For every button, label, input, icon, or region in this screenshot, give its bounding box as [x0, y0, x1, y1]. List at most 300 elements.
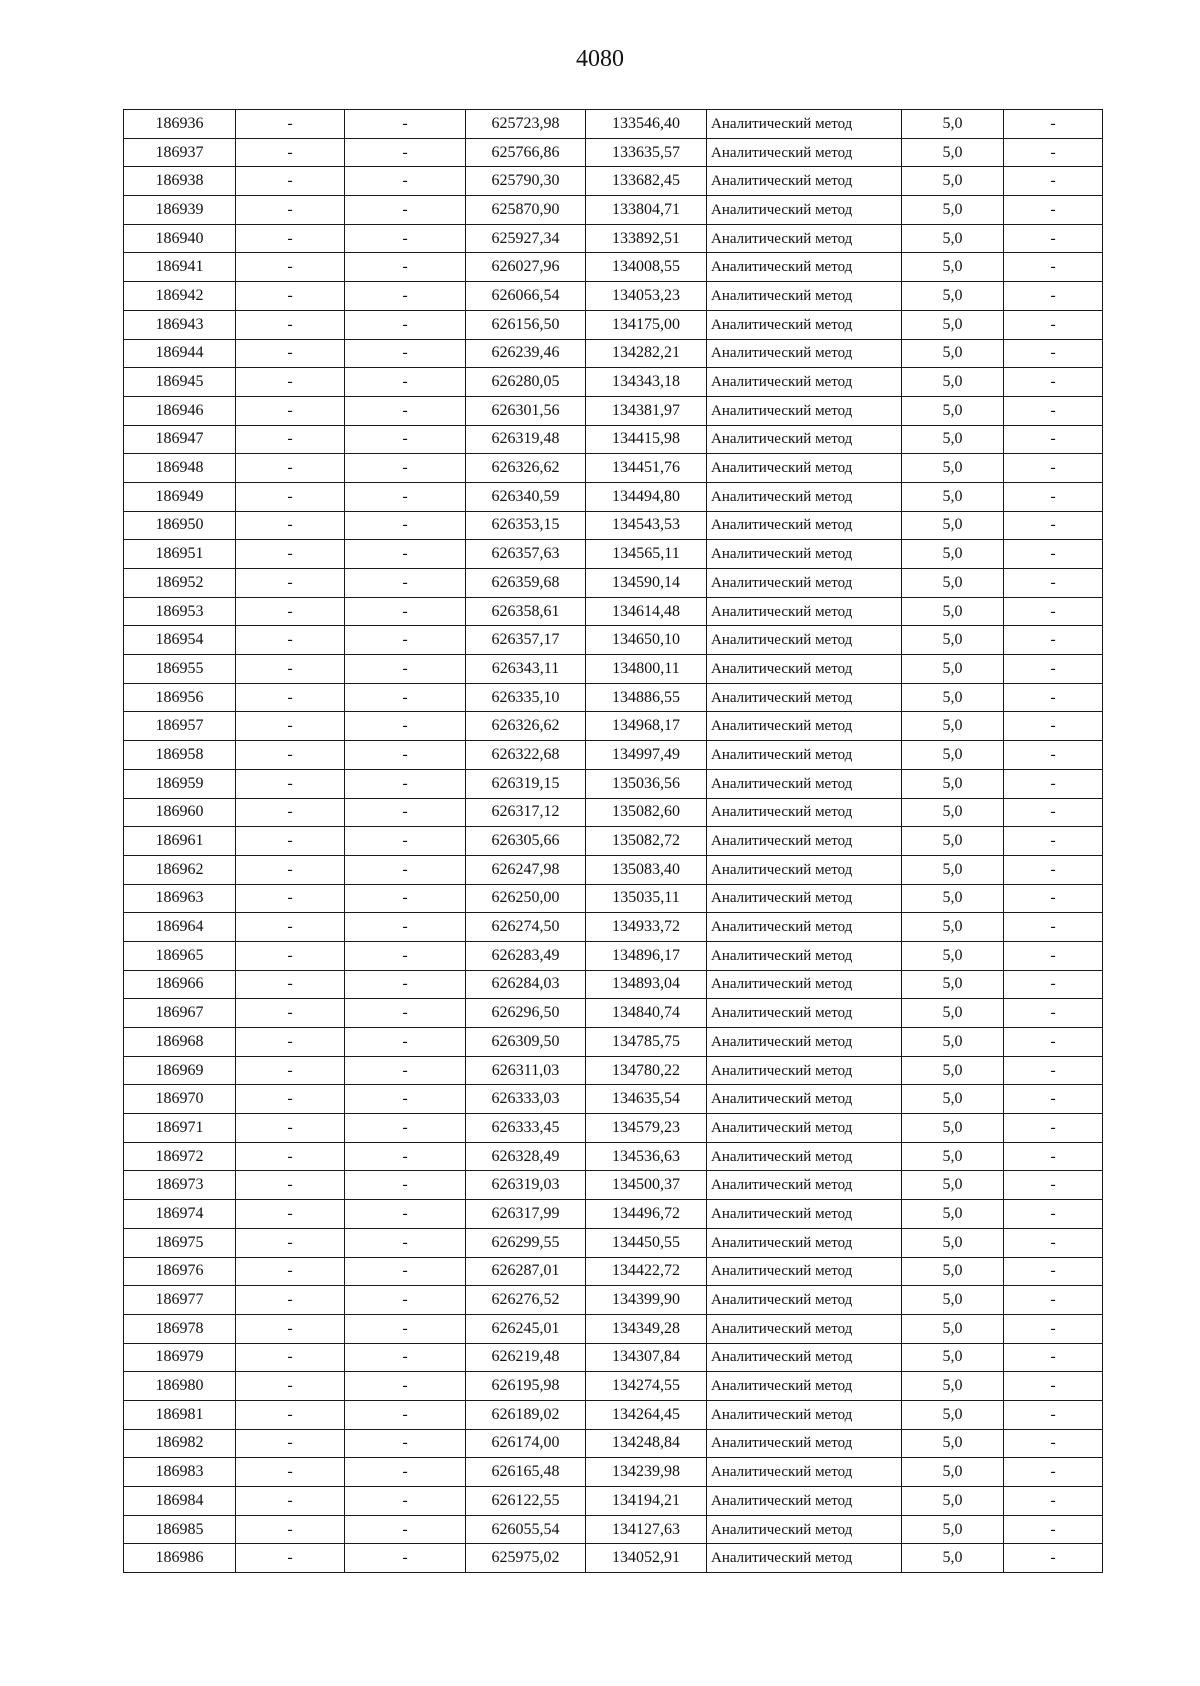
accuracy-cell: 5,0: [902, 941, 1004, 970]
empty-dash-cell-3: -: [1004, 1286, 1103, 1315]
empty-dash-cell-2: -: [345, 482, 466, 511]
method-cell: Аналитический метод: [707, 1314, 902, 1343]
table-row: [124, 138, 1103, 167]
empty-dash-cell-2: -: [345, 1286, 466, 1315]
empty-dash-cell-1: -: [236, 1200, 345, 1229]
table-row: [124, 1515, 1103, 1544]
point-number-cell: 186944: [124, 339, 236, 368]
x-coordinate-cell: 626319,03: [466, 1171, 586, 1200]
method-cell: Аналитический метод: [707, 167, 902, 196]
empty-dash-cell-2: -: [345, 425, 466, 454]
table-row: [124, 999, 1103, 1028]
accuracy-cell: 5,0: [902, 1114, 1004, 1143]
accuracy-cell: 5,0: [902, 1286, 1004, 1315]
x-coordinate-cell: 626250,00: [466, 884, 586, 913]
y-coordinate-cell: 135036,56: [586, 769, 707, 798]
empty-dash-cell-2: -: [345, 282, 466, 311]
empty-dash-cell-3: -: [1004, 310, 1103, 339]
accuracy-cell: 5,0: [902, 913, 1004, 942]
accuracy-cell: 5,0: [902, 1544, 1004, 1573]
empty-dash-cell-3: -: [1004, 1372, 1103, 1401]
point-number-cell: 186983: [124, 1458, 236, 1487]
point-number-cell: 186973: [124, 1171, 236, 1200]
empty-dash-cell-1: -: [236, 1114, 345, 1143]
empty-dash-cell-2: -: [345, 626, 466, 655]
table-row: [124, 1056, 1103, 1085]
table-row: [124, 1343, 1103, 1372]
method-cell: Аналитический метод: [707, 196, 902, 225]
empty-dash-cell-2: -: [345, 913, 466, 942]
x-coordinate-cell: 626122,55: [466, 1487, 586, 1516]
y-coordinate-cell: 134565,11: [586, 540, 707, 569]
method-cell: Аналитический метод: [707, 454, 902, 483]
y-coordinate-cell: 134264,45: [586, 1400, 707, 1429]
y-coordinate-cell: 134422,72: [586, 1257, 707, 1286]
accuracy-cell: 5,0: [902, 970, 1004, 999]
point-number-cell: 186960: [124, 798, 236, 827]
x-coordinate-cell: 626165,48: [466, 1458, 586, 1487]
point-number-cell: 186976: [124, 1257, 236, 1286]
point-number-cell: 186952: [124, 569, 236, 598]
method-cell: Аналитический метод: [707, 1458, 902, 1487]
y-coordinate-cell: 135082,60: [586, 798, 707, 827]
table-row: [124, 511, 1103, 540]
x-coordinate-cell: 625927,34: [466, 224, 586, 253]
method-cell: Аналитический метод: [707, 1085, 902, 1114]
empty-dash-cell-1: -: [236, 999, 345, 1028]
y-coordinate-cell: 134579,23: [586, 1114, 707, 1143]
method-cell: Аналитический метод: [707, 769, 902, 798]
y-coordinate-cell: 134933,72: [586, 913, 707, 942]
empty-dash-cell-1: -: [236, 1085, 345, 1114]
y-coordinate-cell: 134349,28: [586, 1314, 707, 1343]
empty-dash-cell-3: -: [1004, 454, 1103, 483]
point-number-cell: 186961: [124, 827, 236, 856]
table-row: [124, 253, 1103, 282]
empty-dash-cell-3: -: [1004, 970, 1103, 999]
accuracy-cell: 5,0: [902, 1429, 1004, 1458]
method-cell: Аналитический метод: [707, 1343, 902, 1372]
method-cell: Аналитический метод: [707, 1286, 902, 1315]
table-row: [124, 110, 1103, 139]
point-number-cell: 186957: [124, 712, 236, 741]
y-coordinate-cell: 133546,40: [586, 110, 707, 139]
empty-dash-cell-2: -: [345, 1314, 466, 1343]
empty-dash-cell-3: -: [1004, 798, 1103, 827]
empty-dash-cell-2: -: [345, 741, 466, 770]
empty-dash-cell-3: -: [1004, 855, 1103, 884]
method-cell: Аналитический метод: [707, 540, 902, 569]
empty-dash-cell-2: -: [345, 769, 466, 798]
empty-dash-cell-2: -: [345, 827, 466, 856]
empty-dash-cell-2: -: [345, 1228, 466, 1257]
x-coordinate-cell: 626299,55: [466, 1228, 586, 1257]
empty-dash-cell-1: -: [236, 855, 345, 884]
x-coordinate-cell: 626317,99: [466, 1200, 586, 1229]
empty-dash-cell-1: -: [236, 110, 345, 139]
empty-dash-cell-1: -: [236, 970, 345, 999]
table-row: [124, 1286, 1103, 1315]
empty-dash-cell-2: -: [345, 253, 466, 282]
point-number-cell: 186962: [124, 855, 236, 884]
y-coordinate-cell: 134282,21: [586, 339, 707, 368]
y-coordinate-cell: 134997,49: [586, 741, 707, 770]
x-coordinate-cell: 626322,68: [466, 741, 586, 770]
y-coordinate-cell: 134175,00: [586, 310, 707, 339]
empty-dash-cell-1: -: [236, 196, 345, 225]
table-row: [124, 970, 1103, 999]
method-cell: Аналитический метод: [707, 941, 902, 970]
accuracy-cell: 5,0: [902, 167, 1004, 196]
y-coordinate-cell: 134635,54: [586, 1085, 707, 1114]
table-row: [124, 1487, 1103, 1516]
x-coordinate-cell: 625766,86: [466, 138, 586, 167]
empty-dash-cell-3: -: [1004, 683, 1103, 712]
x-coordinate-cell: 626280,05: [466, 368, 586, 397]
y-coordinate-cell: 133635,57: [586, 138, 707, 167]
table-row: [124, 655, 1103, 684]
method-cell: Аналитический метод: [707, 1056, 902, 1085]
method-cell: Аналитический метод: [707, 368, 902, 397]
method-cell: Аналитический метод: [707, 339, 902, 368]
method-cell: Аналитический метод: [707, 1372, 902, 1401]
accuracy-cell: 5,0: [902, 482, 1004, 511]
method-cell: Аналитический метод: [707, 712, 902, 741]
method-cell: Аналитический метод: [707, 511, 902, 540]
table-row: [124, 1085, 1103, 1114]
accuracy-cell: 5,0: [902, 1257, 1004, 1286]
method-cell: Аналитический метод: [707, 884, 902, 913]
accuracy-cell: 5,0: [902, 1515, 1004, 1544]
empty-dash-cell-1: -: [236, 1400, 345, 1429]
point-number-cell: 186967: [124, 999, 236, 1028]
table-row: [124, 1372, 1103, 1401]
y-coordinate-cell: 134650,10: [586, 626, 707, 655]
point-number-cell: 186981: [124, 1400, 236, 1429]
x-coordinate-cell: 626174,00: [466, 1429, 586, 1458]
empty-dash-cell-3: -: [1004, 1171, 1103, 1200]
empty-dash-cell-1: -: [236, 1429, 345, 1458]
x-coordinate-cell: 626333,03: [466, 1085, 586, 1114]
empty-dash-cell-3: -: [1004, 138, 1103, 167]
x-coordinate-cell: 626245,01: [466, 1314, 586, 1343]
empty-dash-cell-3: -: [1004, 1200, 1103, 1229]
empty-dash-cell-1: -: [236, 712, 345, 741]
accuracy-cell: 5,0: [902, 626, 1004, 655]
y-coordinate-cell: 134127,63: [586, 1515, 707, 1544]
empty-dash-cell-1: -: [236, 827, 345, 856]
empty-dash-cell-1: -: [236, 1142, 345, 1171]
empty-dash-cell-1: -: [236, 540, 345, 569]
y-coordinate-cell: 134053,23: [586, 282, 707, 311]
point-number-cell: 186984: [124, 1487, 236, 1516]
empty-dash-cell-2: -: [345, 1171, 466, 1200]
accuracy-cell: 5,0: [902, 1343, 1004, 1372]
empty-dash-cell-2: -: [345, 683, 466, 712]
table-row: [124, 540, 1103, 569]
y-coordinate-cell: 133682,45: [586, 167, 707, 196]
method-cell: Аналитический метод: [707, 855, 902, 884]
method-cell: Аналитический метод: [707, 1028, 902, 1057]
accuracy-cell: 5,0: [902, 827, 1004, 856]
method-cell: Аналитический метод: [707, 1228, 902, 1257]
y-coordinate-cell: 134536,63: [586, 1142, 707, 1171]
table-row: [124, 913, 1103, 942]
empty-dash-cell-3: -: [1004, 626, 1103, 655]
empty-dash-cell-1: -: [236, 655, 345, 684]
table-row: [124, 310, 1103, 339]
x-coordinate-cell: 626189,02: [466, 1400, 586, 1429]
accuracy-cell: 5,0: [902, 425, 1004, 454]
table-row: [124, 1142, 1103, 1171]
empty-dash-cell-1: -: [236, 1228, 345, 1257]
empty-dash-cell-3: -: [1004, 282, 1103, 311]
x-coordinate-cell: 626343,11: [466, 655, 586, 684]
empty-dash-cell-3: -: [1004, 1458, 1103, 1487]
empty-dash-cell-2: -: [345, 1429, 466, 1458]
empty-dash-cell-1: -: [236, 913, 345, 942]
point-number-cell: 186945: [124, 368, 236, 397]
method-cell: Аналитический метод: [707, 1515, 902, 1544]
empty-dash-cell-3: -: [1004, 1544, 1103, 1573]
empty-dash-cell-1: -: [236, 1286, 345, 1315]
x-coordinate-cell: 626301,56: [466, 396, 586, 425]
page-number: 4080: [576, 46, 624, 72]
x-coordinate-cell: 626055,54: [466, 1515, 586, 1544]
empty-dash-cell-3: -: [1004, 712, 1103, 741]
y-coordinate-cell: 133804,71: [586, 196, 707, 225]
method-cell: Аналитический метод: [707, 798, 902, 827]
empty-dash-cell-3: -: [1004, 741, 1103, 770]
empty-dash-cell-2: -: [345, 1343, 466, 1372]
method-cell: Аналитический метод: [707, 1200, 902, 1229]
x-coordinate-cell: 625790,30: [466, 167, 586, 196]
empty-dash-cell-2: -: [345, 167, 466, 196]
method-cell: Аналитический метод: [707, 597, 902, 626]
method-cell: Аналитический метод: [707, 224, 902, 253]
y-coordinate-cell: 134800,11: [586, 655, 707, 684]
accuracy-cell: 5,0: [902, 1458, 1004, 1487]
empty-dash-cell-3: -: [1004, 999, 1103, 1028]
point-number-cell: 186982: [124, 1429, 236, 1458]
accuracy-cell: 5,0: [902, 454, 1004, 483]
point-number-cell: 186966: [124, 970, 236, 999]
empty-dash-cell-2: -: [345, 368, 466, 397]
x-coordinate-cell: 626319,48: [466, 425, 586, 454]
empty-dash-cell-3: -: [1004, 368, 1103, 397]
empty-dash-cell-3: -: [1004, 769, 1103, 798]
y-coordinate-cell: 134590,14: [586, 569, 707, 598]
point-number-cell: 186985: [124, 1515, 236, 1544]
empty-dash-cell-2: -: [345, 454, 466, 483]
table-row: [124, 855, 1103, 884]
point-number-cell: 186953: [124, 597, 236, 626]
accuracy-cell: 5,0: [902, 253, 1004, 282]
method-cell: Аналитический метод: [707, 310, 902, 339]
method-cell: Аналитический метод: [707, 253, 902, 282]
empty-dash-cell-2: -: [345, 511, 466, 540]
table-row: [124, 741, 1103, 770]
point-number-cell: 186978: [124, 1314, 236, 1343]
method-cell: Аналитический метод: [707, 282, 902, 311]
point-number-cell: 186965: [124, 941, 236, 970]
empty-dash-cell-2: -: [345, 110, 466, 139]
method-cell: Аналитический метод: [707, 1114, 902, 1143]
table-row: [124, 368, 1103, 397]
method-cell: Аналитический метод: [707, 1487, 902, 1516]
empty-dash-cell-1: -: [236, 167, 345, 196]
table-row: [124, 569, 1103, 598]
empty-dash-cell-2: -: [345, 1372, 466, 1401]
method-cell: Аналитический метод: [707, 482, 902, 511]
empty-dash-cell-2: -: [345, 569, 466, 598]
point-number-cell: 186964: [124, 913, 236, 942]
empty-dash-cell-2: -: [345, 1257, 466, 1286]
empty-dash-cell-3: -: [1004, 253, 1103, 282]
table-row: [124, 769, 1103, 798]
empty-dash-cell-1: -: [236, 138, 345, 167]
y-coordinate-cell: 134451,76: [586, 454, 707, 483]
empty-dash-cell-2: -: [345, 855, 466, 884]
empty-dash-cell-1: -: [236, 1314, 345, 1343]
empty-dash-cell-2: -: [345, 1400, 466, 1429]
table-row: [124, 224, 1103, 253]
empty-dash-cell-3: -: [1004, 1429, 1103, 1458]
x-coordinate-cell: 626317,12: [466, 798, 586, 827]
empty-dash-cell-3: -: [1004, 941, 1103, 970]
empty-dash-cell-1: -: [236, 569, 345, 598]
y-coordinate-cell: 135082,72: [586, 827, 707, 856]
point-number-cell: 186955: [124, 655, 236, 684]
y-coordinate-cell: 134886,55: [586, 683, 707, 712]
empty-dash-cell-2: -: [345, 1515, 466, 1544]
accuracy-cell: 5,0: [902, 655, 1004, 684]
empty-dash-cell-2: -: [345, 655, 466, 684]
empty-dash-cell-2: -: [345, 712, 466, 741]
table-row: [124, 396, 1103, 425]
method-cell: Аналитический метод: [707, 741, 902, 770]
empty-dash-cell-1: -: [236, 339, 345, 368]
table-row: [124, 1400, 1103, 1429]
x-coordinate-cell: 626247,98: [466, 855, 586, 884]
accuracy-cell: 5,0: [902, 511, 1004, 540]
table-row: [124, 626, 1103, 655]
x-coordinate-cell: 625870,90: [466, 196, 586, 225]
x-coordinate-cell: 626296,50: [466, 999, 586, 1028]
method-cell: Аналитический метод: [707, 1257, 902, 1286]
method-cell: Аналитический метод: [707, 683, 902, 712]
empty-dash-cell-1: -: [236, 482, 345, 511]
table-row: [124, 1544, 1103, 1573]
y-coordinate-cell: 134248,84: [586, 1429, 707, 1458]
point-number-cell: 186972: [124, 1142, 236, 1171]
accuracy-cell: 5,0: [902, 884, 1004, 913]
accuracy-cell: 5,0: [902, 597, 1004, 626]
point-number-cell: 186943: [124, 310, 236, 339]
empty-dash-cell-2: -: [345, 138, 466, 167]
accuracy-cell: 5,0: [902, 224, 1004, 253]
method-cell: Аналитический метод: [707, 970, 902, 999]
y-coordinate-cell: 134307,84: [586, 1343, 707, 1372]
method-cell: Аналитический метод: [707, 138, 902, 167]
point-number-cell: 186947: [124, 425, 236, 454]
accuracy-cell: 5,0: [902, 1142, 1004, 1171]
accuracy-cell: 5,0: [902, 110, 1004, 139]
method-cell: Аналитический метод: [707, 913, 902, 942]
empty-dash-cell-3: -: [1004, 1257, 1103, 1286]
empty-dash-cell-2: -: [345, 1056, 466, 1085]
empty-dash-cell-2: -: [345, 224, 466, 253]
table-row: [124, 1028, 1103, 1057]
point-number-cell: 186948: [124, 454, 236, 483]
empty-dash-cell-3: -: [1004, 110, 1103, 139]
y-coordinate-cell: 134052,91: [586, 1544, 707, 1573]
x-coordinate-cell: 626326,62: [466, 712, 586, 741]
table-row: [124, 712, 1103, 741]
empty-dash-cell-1: -: [236, 1487, 345, 1516]
empty-dash-cell-3: -: [1004, 569, 1103, 598]
point-number-cell: 186963: [124, 884, 236, 913]
empty-dash-cell-2: -: [345, 941, 466, 970]
accuracy-cell: 5,0: [902, 1400, 1004, 1429]
x-coordinate-cell: 626219,48: [466, 1343, 586, 1372]
empty-dash-cell-3: -: [1004, 1085, 1103, 1114]
table-row: [124, 425, 1103, 454]
accuracy-cell: 5,0: [902, 1372, 1004, 1401]
empty-dash-cell-3: -: [1004, 482, 1103, 511]
empty-dash-cell-3: -: [1004, 540, 1103, 569]
y-coordinate-cell: 134896,17: [586, 941, 707, 970]
point-number-cell: 186946: [124, 396, 236, 425]
y-coordinate-cell: 134893,04: [586, 970, 707, 999]
y-coordinate-cell: 135035,11: [586, 884, 707, 913]
empty-dash-cell-1: -: [236, 1257, 345, 1286]
accuracy-cell: 5,0: [902, 196, 1004, 225]
method-cell: Аналитический метод: [707, 425, 902, 454]
empty-dash-cell-2: -: [345, 999, 466, 1028]
accuracy-cell: 5,0: [902, 138, 1004, 167]
accuracy-cell: 5,0: [902, 683, 1004, 712]
empty-dash-cell-1: -: [236, 253, 345, 282]
point-number-cell: 186936: [124, 110, 236, 139]
y-coordinate-cell: 134274,55: [586, 1372, 707, 1401]
y-coordinate-cell: 134343,18: [586, 368, 707, 397]
empty-dash-cell-1: -: [236, 626, 345, 655]
method-cell: Аналитический метод: [707, 396, 902, 425]
x-coordinate-cell: 626319,15: [466, 769, 586, 798]
x-coordinate-cell: 626311,03: [466, 1056, 586, 1085]
point-number-cell: 186941: [124, 253, 236, 282]
method-cell: Аналитический метод: [707, 1544, 902, 1573]
method-cell: Аналитический метод: [707, 827, 902, 856]
point-number-cell: 186980: [124, 1372, 236, 1401]
empty-dash-cell-3: -: [1004, 597, 1103, 626]
point-number-cell: 186975: [124, 1228, 236, 1257]
accuracy-cell: 5,0: [902, 396, 1004, 425]
method-cell: Аналитический метод: [707, 1171, 902, 1200]
method-cell: Аналитический метод: [707, 999, 902, 1028]
empty-dash-cell-1: -: [236, 1171, 345, 1200]
empty-dash-cell-3: -: [1004, 1228, 1103, 1257]
empty-dash-cell-1: -: [236, 511, 345, 540]
table-row: [124, 454, 1103, 483]
x-coordinate-cell: 626328,49: [466, 1142, 586, 1171]
point-number-cell: 186959: [124, 769, 236, 798]
empty-dash-cell-1: -: [236, 1028, 345, 1057]
x-coordinate-cell: 626333,45: [466, 1114, 586, 1143]
point-number-cell: 186974: [124, 1200, 236, 1229]
table-row: [124, 597, 1103, 626]
